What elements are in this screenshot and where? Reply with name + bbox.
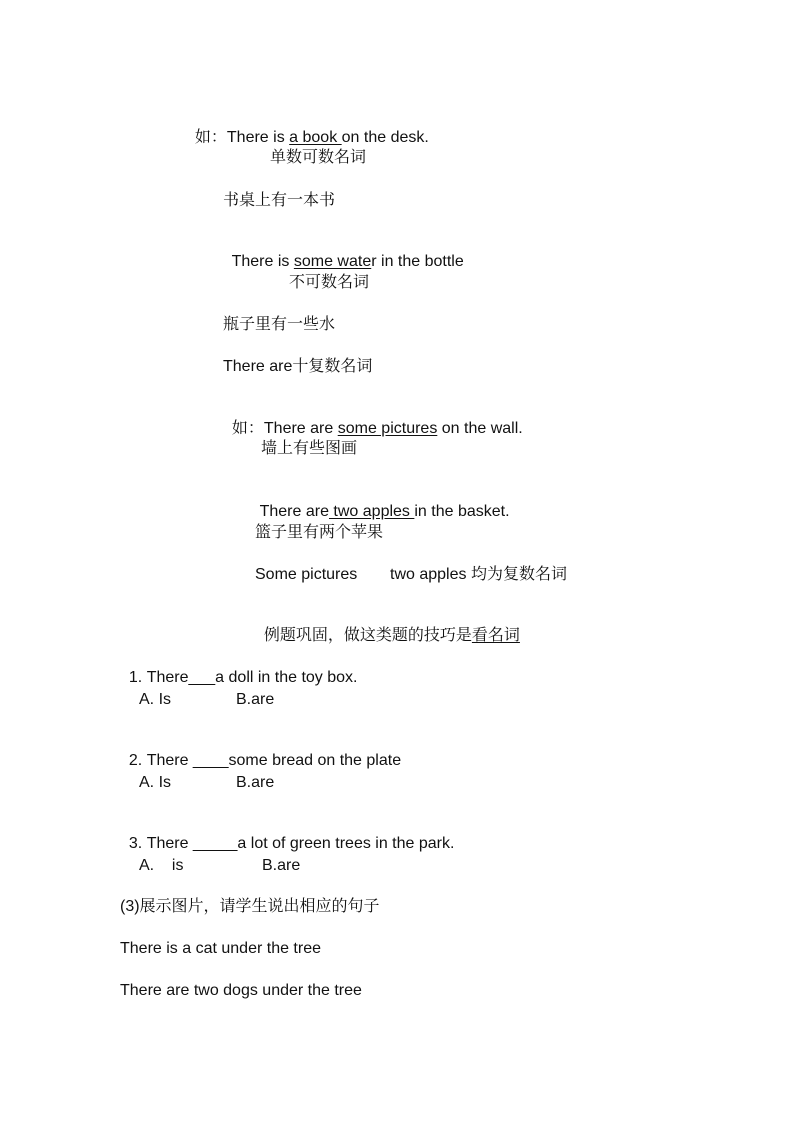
underlined-phrase: some pictures <box>337 420 438 437</box>
tip-sentence <box>255 606 520 646</box>
translation-apples: 篮子里有两个苹果 <box>255 524 384 541</box>
question-text: There ____some bread on the plate <box>146 752 402 769</box>
plural-note-part2: two apples 均为复数名词 <box>390 566 567 583</box>
question-2-option-a: A. Is <box>139 774 172 791</box>
section3-heading: (3)展示图片，请学生说出相应的句子 <box>120 898 380 915</box>
question-2 <box>120 731 401 771</box>
note-uncountable: 不可数名词 <box>289 274 370 291</box>
underlined-phrase: a book <box>289 129 342 146</box>
plural-note-part1: Some pictures <box>255 566 358 583</box>
question-text: There___a doll in the toy box. <box>146 669 358 686</box>
underlined-phrase: two apples <box>328 503 415 520</box>
question-2-option-b: B.are <box>236 774 275 791</box>
translation-water: 瓶子里有一些水 <box>223 316 336 333</box>
rule-there-are: There are十复数名词 <box>223 358 373 375</box>
example-text: 如：There are <box>231 420 338 437</box>
question-1 <box>120 648 358 688</box>
question-number: 1. <box>128 669 143 686</box>
question-3 <box>120 814 454 854</box>
note-singular: 单数可数名词 <box>270 149 367 166</box>
example-text: in the basket. <box>414 503 510 520</box>
example-pictures-sentence <box>223 399 523 439</box>
example-text: There is <box>226 129 290 146</box>
example-book-sentence <box>186 108 429 148</box>
translation-pictures: 墙上有些图画 <box>261 440 358 457</box>
underlined-phrase: 看名词 <box>471 627 520 644</box>
answer-cat: There is a cat under the tree <box>120 940 321 957</box>
example-text: There is <box>231 253 294 270</box>
question-text: There _____a lot of green trees in the park. <box>146 835 455 852</box>
question-1-option-a: A. Is <box>139 691 172 708</box>
question-3-option-b: B.are <box>262 857 301 874</box>
example-text: There are <box>259 503 329 520</box>
question-number: 3. <box>128 835 143 852</box>
example-prefix: 如： <box>194 129 227 146</box>
example-text: r in the bottle <box>371 253 464 270</box>
question-number: 2. <box>128 752 143 769</box>
example-water-sentence <box>223 232 464 272</box>
question-1-option-b: B.are <box>236 691 275 708</box>
translation-book: 书桌上有一本书 <box>223 192 336 209</box>
underlined-phrase: some wate <box>293 253 372 270</box>
tip-text: 例题巩固，做这类题的技巧是 <box>263 627 472 644</box>
answer-dogs: There are two dogs under the tree <box>120 982 362 999</box>
example-text: on the desk. <box>341 129 429 146</box>
question-3-option-a: A. is <box>139 857 184 874</box>
example-text: on the wall. <box>437 420 523 437</box>
example-apples-sentence <box>251 482 510 522</box>
